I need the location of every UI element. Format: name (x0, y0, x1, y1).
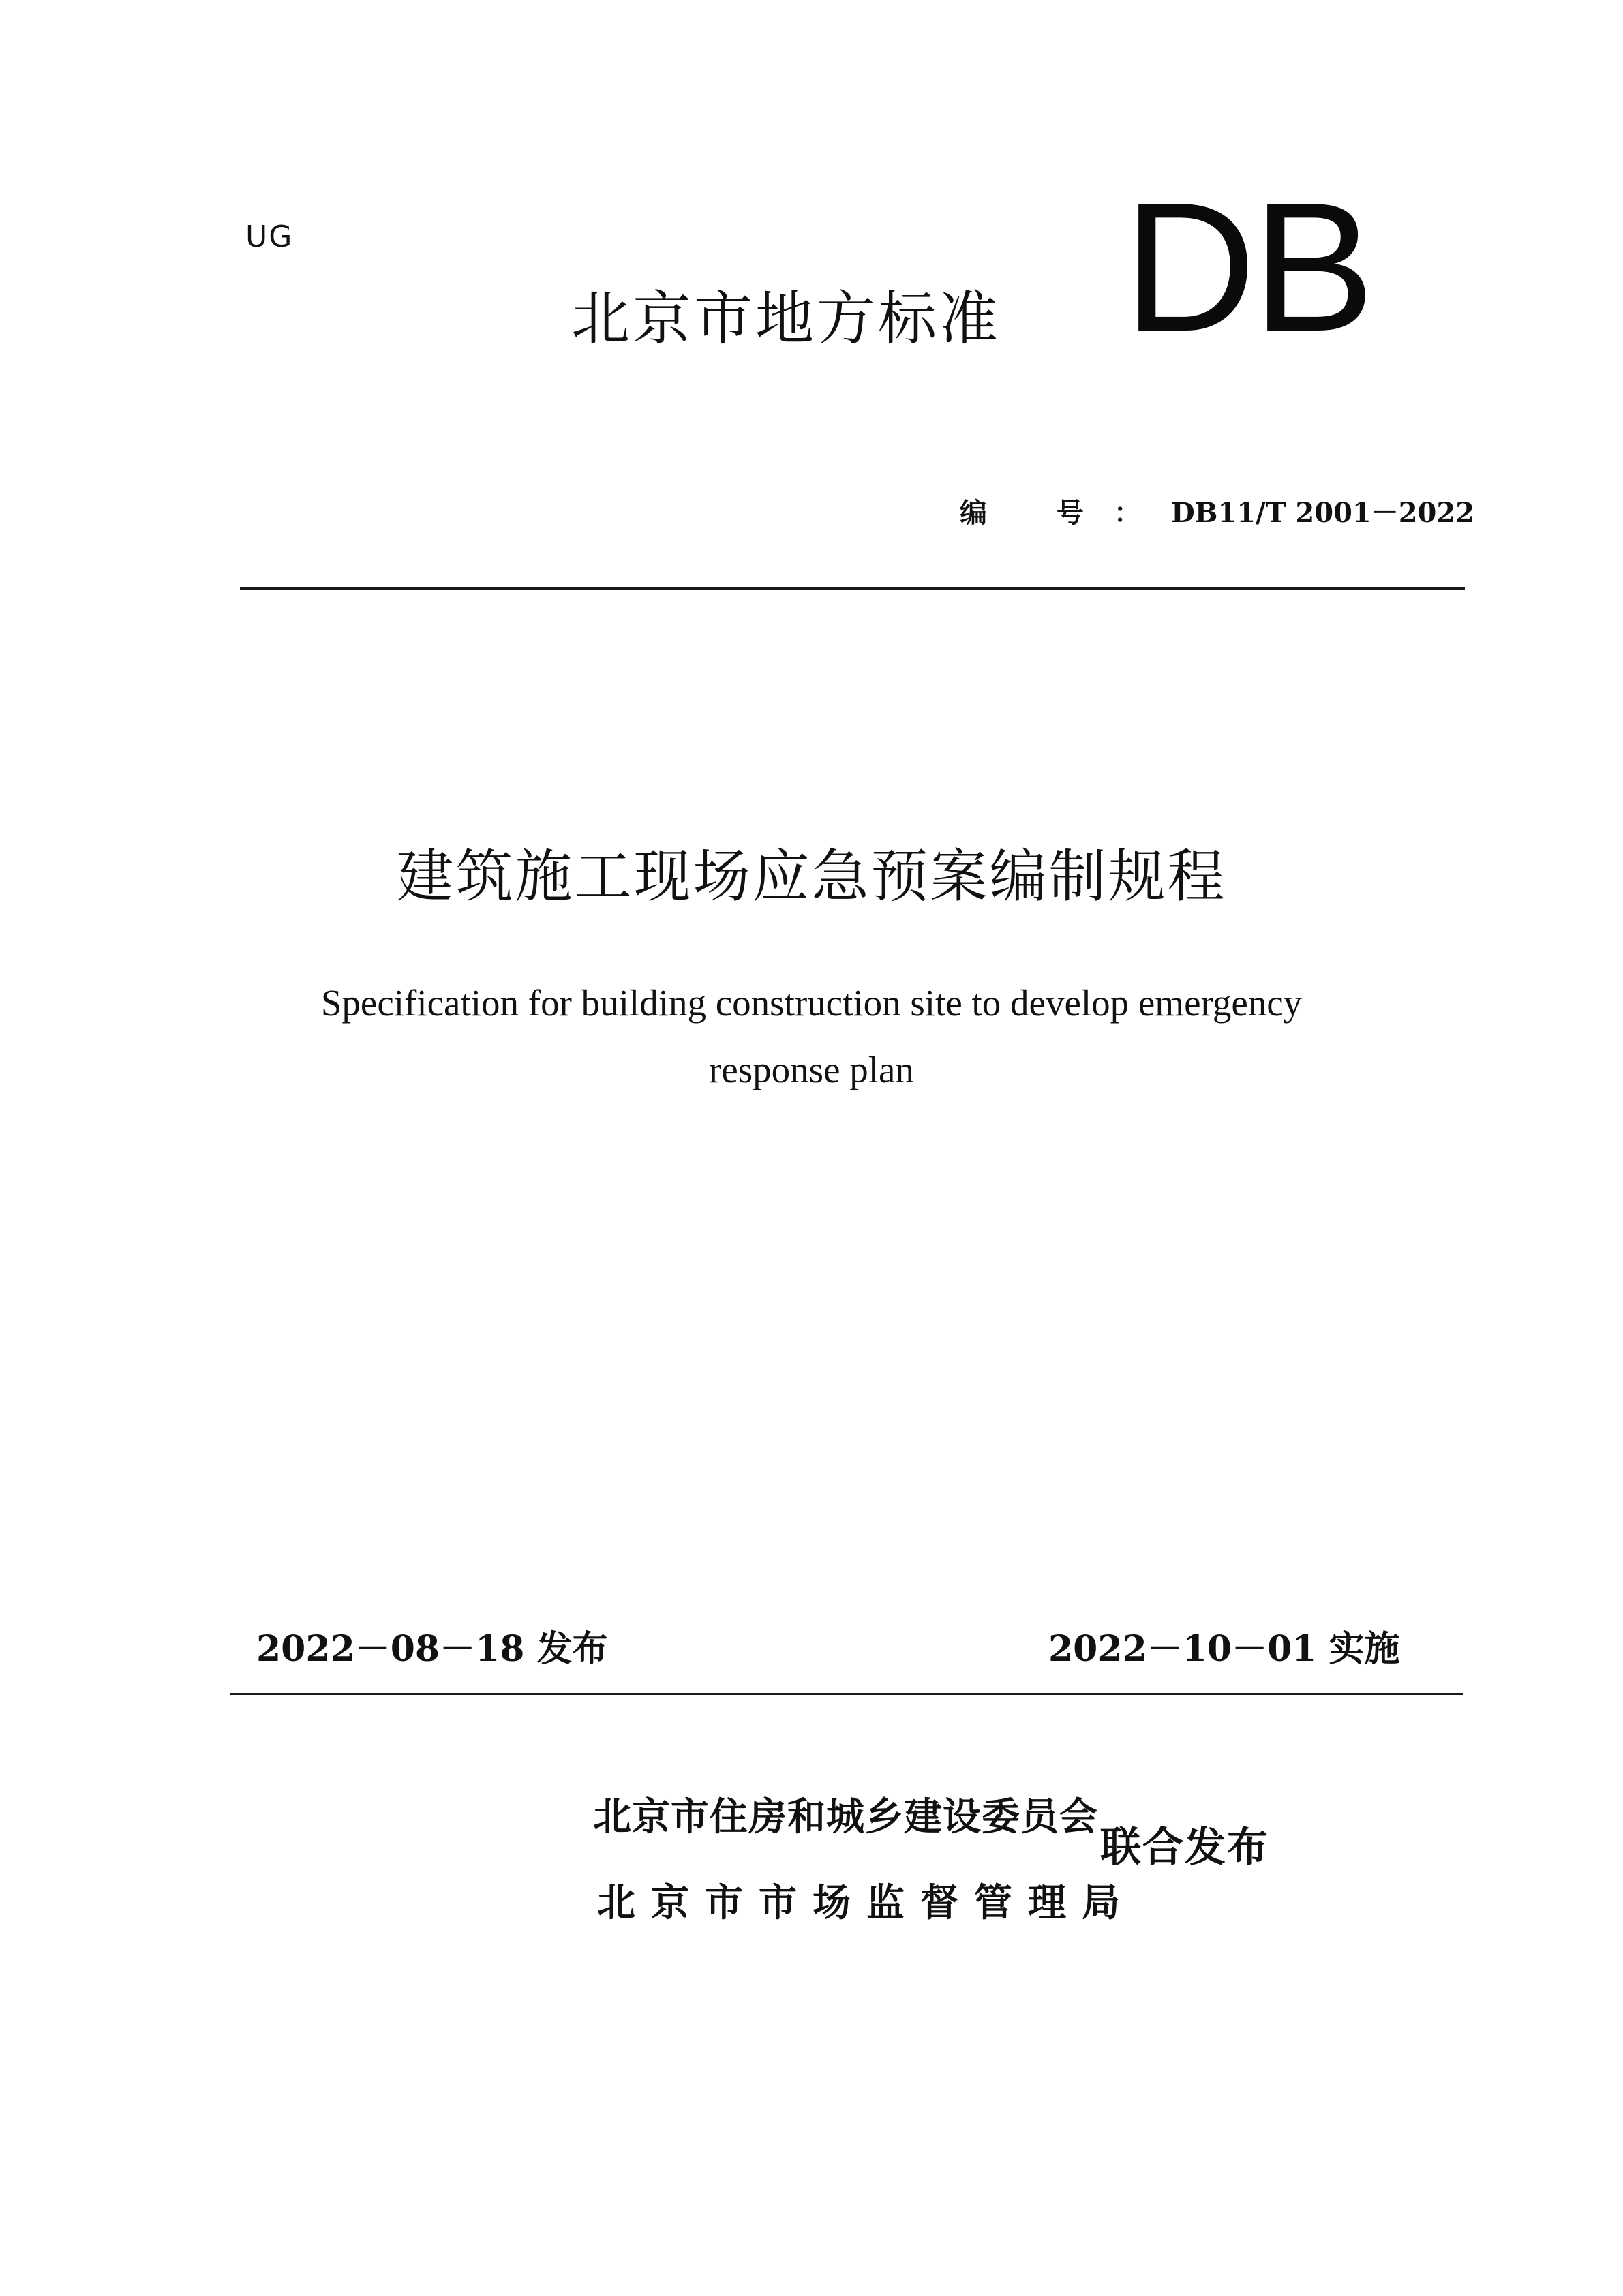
document-title-english-line2: response plan (709, 1049, 914, 1090)
implementation-date: 2022－10－01 实施 (1048, 1628, 1400, 1670)
top-divider (240, 587, 1465, 590)
db-standard-mark: DB (1123, 165, 1371, 370)
classification-code: UG (245, 219, 294, 254)
document-title-english-line1: Specification for building construction site to develop emergency (320, 982, 1303, 1024)
standard-number (960, 496, 1474, 530)
joint-issue-label: 联合发布 (1100, 1824, 1269, 1871)
standard-number-value: DB11/T 2001－2022 (1170, 497, 1475, 529)
standard-number-label: 编 号： (960, 497, 1171, 529)
issuer-housing-commission: 北京市住房和城乡建设委员会 (593, 1795, 1098, 1839)
standard-type-title: 北京市地方标准 (571, 285, 1001, 353)
document-title-chinese: 建筑施工现场应急预案编制规程 (396, 843, 1227, 910)
issuer-market-regulation: 北京市市场监督管理局 (597, 1881, 1136, 1925)
issue-date: 2022－08－18 发布 (256, 1628, 608, 1670)
bottom-divider (230, 1693, 1463, 1695)
